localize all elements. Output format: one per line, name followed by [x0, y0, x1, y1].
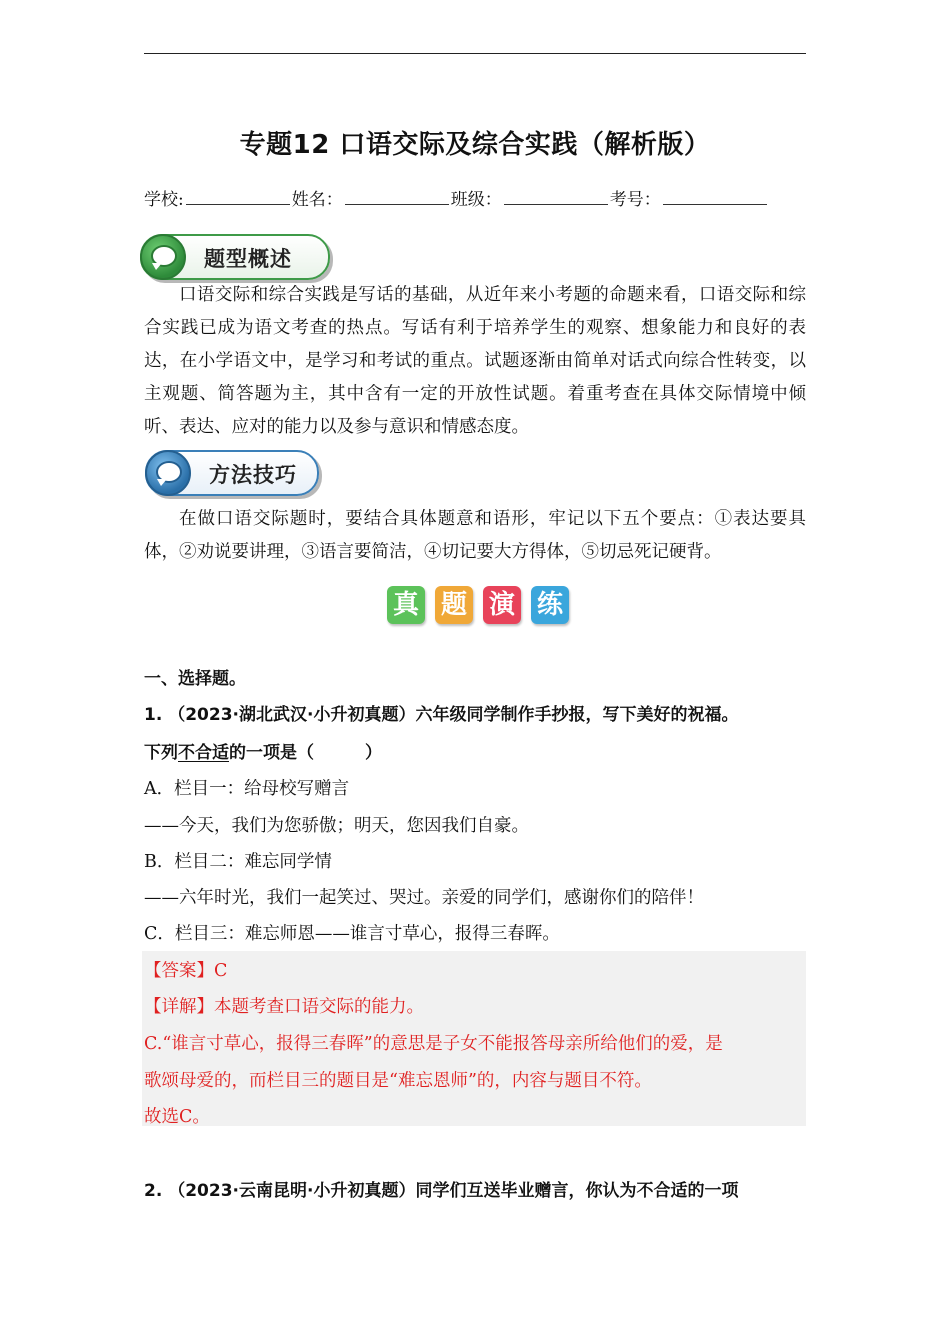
question-1-stem	[144, 700, 806, 725]
class-blank[interactable]	[504, 188, 608, 205]
answer-line: 【答案】C	[144, 961, 228, 981]
header-rule	[144, 53, 806, 54]
method-badge	[145, 450, 319, 496]
tile-lian: 练	[531, 586, 569, 624]
practice-tiles	[387, 586, 569, 624]
answer-box	[142, 951, 806, 1126]
explanation-line: 【详解】本题考查口语交际的能力。	[144, 997, 424, 1017]
question-1-prompt	[144, 738, 806, 763]
question-1-source: （2023·湖北武汉·小升初真题）	[168, 705, 416, 725]
overview-badge	[140, 234, 330, 280]
question-2-source: （2023·云南昆明·小升初真题）	[168, 1181, 416, 1201]
option-b-text: ——六年时光，我们一起笑过、哭过。亲爱的同学们，感谢你们的陪伴！	[144, 888, 704, 908]
speech-bubble-icon	[140, 234, 186, 280]
question-2-number: 2.	[144, 1181, 163, 1201]
overview-badge-label: 题型概述	[204, 247, 292, 271]
info-label-class: 班级：	[450, 190, 502, 210]
name-blank[interactable]	[345, 188, 449, 205]
question-1-number: 1.	[144, 705, 163, 725]
overview-text: 口语交际和综合实践是写话的基础，从近年来小考题的命题来看，口语交际和综合实践已成为语文考查的热点。写话有利于培养学生的观察、想象能力和良好的表达，在小学语文中，是学习和考试的重点。试题逐渐由简单对话式向综合性转变，以主观题、简答题为主，其中含有一定的开放性试题。着重考查在具体交际情境中倾听、表达、应对的能力以及参与意识和情感态度。	[144, 285, 806, 437]
student-info-line	[144, 185, 806, 210]
question-1-prompt-suffix: 的一项是（ ）	[229, 743, 382, 763]
speech-bubble-icon	[145, 450, 191, 496]
overview-paragraph	[144, 279, 806, 444]
school-blank[interactable]	[186, 188, 290, 205]
conclusion-line: 故选C。	[144, 1107, 210, 1127]
explanation-line: 歌颂母爱的，而栏目三的题目是“难忘恩师”的，内容与题目不符。	[144, 1071, 652, 1091]
question-1-prompt-prefix: 下列	[144, 743, 178, 763]
explanation-line: C.“谁言寸草心，报得三春晖”的意思是子女不能报答母亲所给他们的爱，是	[144, 1034, 723, 1054]
option-a[interactable]: A．栏目一：给母校写赠言	[144, 779, 350, 799]
info-label-school: 学校:	[144, 190, 184, 210]
tile-yan: 演	[483, 586, 521, 624]
page-title: 专题12 口语交际及综合实践（解析版）	[239, 130, 711, 160]
question-2-stem-text: 同学们互送毕业赠言，你认为不合适的一项	[415, 1181, 739, 1201]
info-label-name: 姓名：	[291, 190, 343, 210]
option-c[interactable]: C．栏目三：难忘师恩——谁言寸草心，报得三春晖。	[144, 924, 560, 944]
tile-zhen: 真	[387, 586, 425, 624]
question-1-underlined: 不合适	[178, 743, 229, 763]
tile-ti: 题	[435, 586, 473, 624]
method-badge-label: 方法技巧	[209, 463, 297, 487]
info-label-number: 考号：	[609, 190, 661, 210]
option-a-text: ——今天，我们为您骄傲；明天，您因我们自豪。	[144, 816, 529, 836]
question-1-stem-text: 六年级同学制作手抄报，写下美好的祝福。	[415, 705, 739, 725]
option-b[interactable]: B．栏目二：难忘同学情	[144, 852, 332, 872]
number-blank[interactable]	[663, 188, 767, 205]
method-text: 在做口语交际题时，要结合具体题意和语形，牢记以下五个要点：①表达要具体，②劝说要讲理，③语言要简洁，④切记要大方得体，⑤切忌死记硬背。	[144, 509, 806, 562]
method-paragraph	[144, 503, 806, 569]
question-2-stem	[144, 1176, 806, 1201]
part-heading: 一、选择题。	[144, 669, 246, 689]
